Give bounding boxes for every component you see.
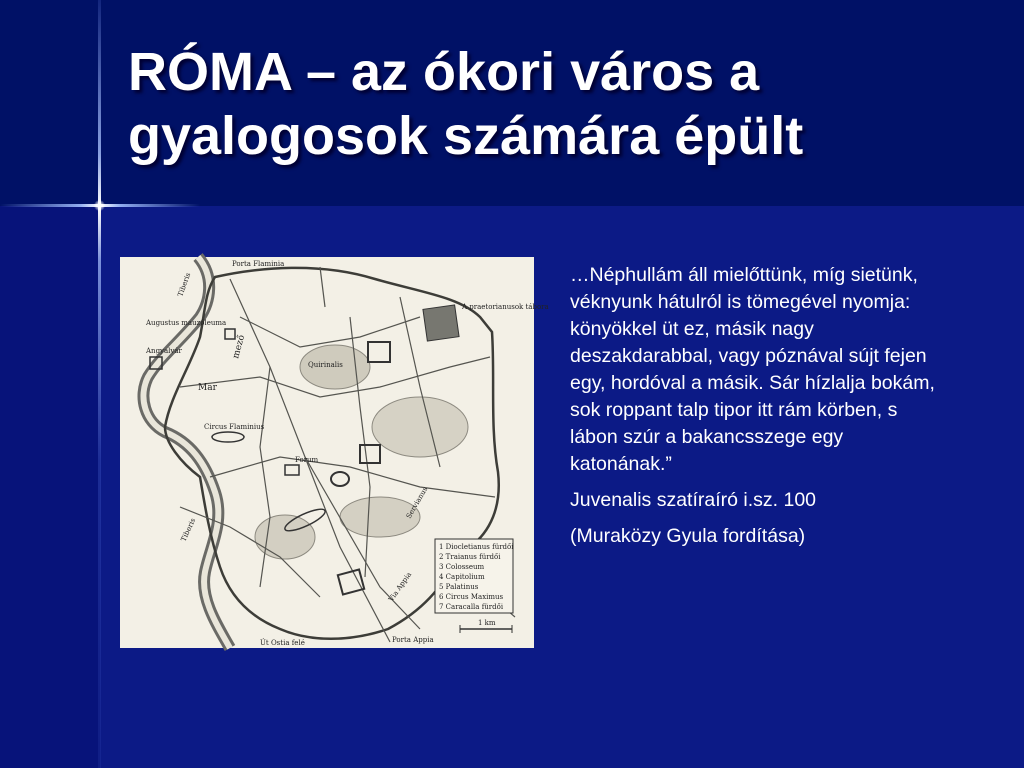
- praetorian-camp: [423, 305, 459, 341]
- map-label-mars-2: mező: [231, 333, 248, 360]
- map-legend-item: 7 Caracalla fürdői: [439, 603, 504, 611]
- map-legend-item: 6 Circus Maximus: [439, 593, 504, 601]
- map-label-porta-flaminia: Porta Flaminia: [232, 260, 285, 268]
- vertical-accent-line: [98, 0, 101, 768]
- caracalla-baths: [338, 569, 364, 594]
- quote-author: Juvenalis szatíraíró i.sz. 100: [570, 489, 817, 511]
- trajan-baths: [360, 445, 380, 463]
- map-label-angyalvar: Angyalvár: [146, 347, 182, 355]
- map-label-circus-flaminius: Circus Flaminius: [204, 423, 265, 431]
- map-legend-item: 4 Capitolium: [439, 573, 485, 581]
- map-label-tiberis-south: Tiberis: [179, 517, 198, 543]
- map-label-quirinalis: Quirinalis: [308, 361, 343, 369]
- map-legend-item: 1 Diocletianus fürdői: [439, 543, 514, 551]
- quote-text: …Néphullám áll mielőttünk, míg sietünk, véknyunk hátulról is tömegével nyomja: könyökkel üt ez, másik nagy deszakdarabbal, vagy póznával sújt fejen egy, hordóval a másik. Sár hízlalja bokám, sok roppant talp tipor itt rám körben, s lábon szúr a bakancsszege egy katonának.”: [570, 264, 935, 475]
- tiber-river: [143, 257, 230, 648]
- map-label-tiberis-north: Tiberis: [176, 271, 193, 298]
- rome-map-drawing: [120, 257, 549, 648]
- map-label-augustus: Augustus mauzóleuma: [146, 319, 227, 327]
- map-legend-item: 2 Traianus fürdői: [439, 553, 501, 561]
- rome-map-image: [120, 257, 549, 648]
- title-line-1: RÓMA – az ókori város a: [128, 42, 760, 102]
- map-legend-item: 3 Colosseum: [439, 563, 485, 571]
- augustus-mausoleum: [225, 329, 235, 339]
- circus-flaminius: [212, 432, 244, 442]
- title-line-2: gyalogosok számára épült: [128, 106, 804, 166]
- slide-title: [128, 40, 1008, 168]
- map-label-servianus: Servianus: [404, 485, 430, 520]
- aventine-hill: [255, 515, 315, 559]
- map-label-via-appia: Via Appia: [387, 570, 414, 604]
- map-label-scale: 1 km: [478, 619, 496, 627]
- capitolium: [285, 465, 299, 475]
- map-label-praetorianus: A praetorianusok tábora: [462, 303, 549, 311]
- sparkle-decoration: [94, 200, 105, 211]
- map-label-forum: Forum: [295, 456, 319, 464]
- esquiline-hill: [372, 397, 468, 457]
- left-accent-strip: [0, 206, 100, 768]
- map-label-ut-ostia: Út Ostia felé: [260, 639, 305, 647]
- map-label-porta-appia: Porta Appia: [392, 636, 434, 644]
- colosseum: [331, 472, 349, 486]
- quote-text-box: [570, 262, 950, 559]
- map-label-mars-1: Mar: [198, 383, 217, 393]
- map-legend-item: 5 Palatinus: [439, 583, 479, 591]
- quote-translator: (Muraközy Gyula fordítása): [570, 525, 806, 547]
- diocletian-baths: [368, 342, 390, 362]
